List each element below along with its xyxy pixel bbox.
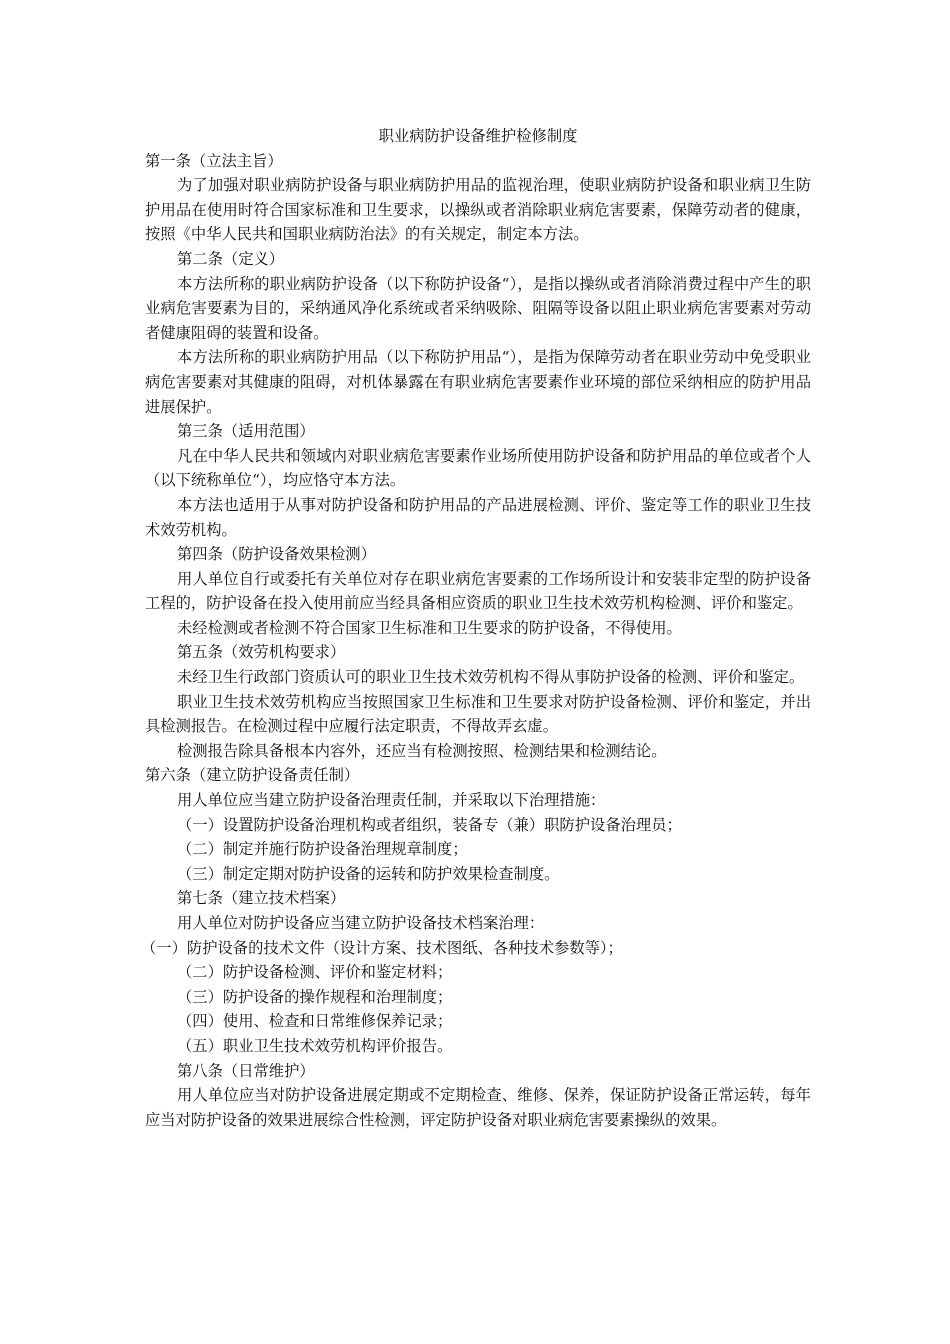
paragraph: 为了加强对职业病防护设备与职业病防护用品的监视治理，使职业病防护设备和职业病卫生防护用品在使用时符合国家标准和卫生要求，以操纵或者消除职业病危害要素，保障劳动者的健康，按照《中华人民共和国职业病防治法》的有关规定，制定本方法。: [145, 176, 811, 244]
paragraph: 未经卫生行政部门资质认可的职业卫生技术效劳机构不得从事防护设备的检测、评价和鉴定。: [177, 668, 805, 687]
list-item: （二）防护设备检测、评价和鉴定材料；: [177, 963, 453, 982]
article-heading-3: 第三条（适用范围）: [177, 422, 315, 441]
article-heading-6: 第六条（建立防护设备责任制）: [145, 766, 360, 785]
article-heading-7: 第七条（建立技术档案）: [177, 889, 346, 908]
document-page: [141, 124, 811, 1132]
article-heading-5: 第五条（效劳机构要求）: [177, 643, 346, 662]
paragraph: 本方法所称的职业病防护设备（以下称防护设备“），是指以操纵或者消除消费过程中产生的职业病危害要素为目的，采纳通风净化系统或者采纳吸除、阻隔等设备以阻止职业病危害要素对劳动者健康阻碍的装置和设备。: [145, 274, 811, 342]
paragraph: 本方法所称的职业病防护用品（以下称防护用品“），是指为保障劳动者在职业劳动中免受职业病危害要素对其健康的阻碍，对机体暴露在有职业病危害要素作业环境的部位采纳相应的防护用品进展保护。: [145, 348, 811, 416]
list-item: （四）使用、检查和日常维修保养记录；: [177, 1012, 453, 1031]
article-heading-2: 第二条（定义）: [177, 249, 285, 268]
document-title: 职业病防护设备维护检修制度: [378, 127, 578, 145]
paragraph: 用人单位自行或委托有关单位对存在职业病危害要素的工作场所设计和安装非定型的防护设备工程的，防护设备在投入使用前应当经具备相应资质的职业卫生技术效劳机构检测、评价和鉴定。: [145, 569, 811, 613]
paragraph: 检测报告除具备根本内容外，还应当有检测按照、检测结果和检测结论。: [177, 741, 667, 760]
list-item: （一）设置防护设备治理机构或者组织，装备专（兼）职防护设备治理员；: [177, 815, 682, 834]
paragraph: 用人单位应当建立防护设备治理责任制，并采取以下治理措施：: [177, 791, 606, 810]
list-item: （三）防护设备的操作规程和治理制度；: [177, 987, 453, 1006]
list-item: （五）职业卫生技术效劳机构评价报告。: [177, 1036, 453, 1055]
article-heading-8: 第八条（日常维护）: [177, 1061, 315, 1080]
list-item: （三）制定定期对防护设备的运转和防护效果检查制度。: [177, 864, 560, 883]
paragraph: 未经检测或者检测不符合国家卫生标准和卫生要求的防护设备，不得使用。: [177, 618, 682, 637]
list-item: （二）制定并施行防护设备治理规章制度；: [177, 840, 468, 859]
article-heading-4: 第四条（防护设备效果检测）: [177, 545, 376, 564]
paragraph: 用人单位对防护设备应当建立防护设备技术档案治理：: [177, 914, 545, 932]
article-heading-1: 第一条（立法主旨）: [145, 151, 283, 170]
paragraph: 本方法也适用于从事对防护设备和防护用品的产品进展检测、评价、鉴定等工作的职业卫生技术效劳机构。: [145, 495, 811, 539]
paragraph: 职业卫生技术效劳机构应当按照国家卫生标准和卫生要求对防护设备检测、评价和鉴定，并出具检测报告。在检测过程中应履行法定职责，不得故弄玄虚。: [145, 692, 811, 736]
paragraph: 用人单位应当对防护设备进展定期或不定期检查、维修、保养，保证防护设备正常运转，每年应当对防护设备的效果进展综合性检测，评定防护设备对职业病危害要素操纵的效果。: [145, 1086, 811, 1129]
paragraph: 凡在中华人民共和领域内对职业病危害要素作业场所使用防护设备和防护用品的单位或者个人（以下统称单位“），均应恪守本方法。: [145, 446, 811, 490]
list-item: （一）防护设备的技术文件（设计方案、技术图纸、各种技术参数等）；: [141, 938, 623, 957]
